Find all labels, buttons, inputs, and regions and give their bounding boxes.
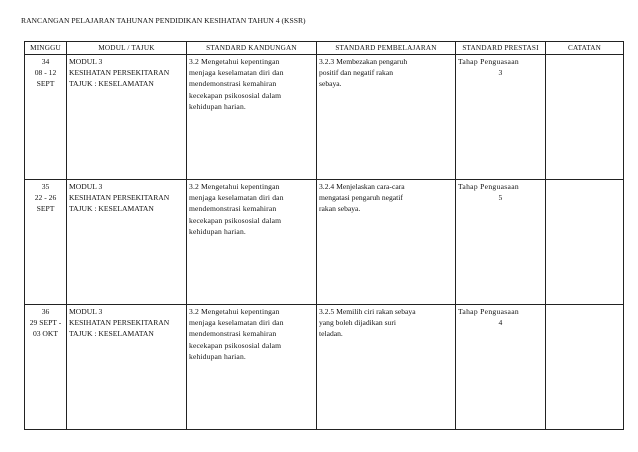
- modul-topic: TAJUK : KESELAMATAN: [69, 204, 154, 214]
- modul-name: MODUL 3: [69, 182, 103, 191]
- header-minggu: MINGGU: [25, 42, 67, 55]
- modul-area: KESIHATAN PERSEKITARAN: [69, 193, 170, 203]
- prestasi-label: Tahap Penguasaan: [458, 57, 519, 66]
- cell-pembelajaran: [317, 305, 456, 430]
- week-dates: 08 - 12: [34, 68, 57, 78]
- cell-prestasi: [456, 180, 546, 305]
- modul-topic: TAJUK : KESELAMATAN: [69, 79, 154, 89]
- modul-name: MODUL 3: [69, 57, 103, 66]
- cell-kandungan: [187, 305, 317, 430]
- cell-modul: [67, 180, 187, 305]
- modul-area: KESIHATAN PERSEKITARAN: [69, 318, 170, 328]
- pembelajaran-line: sebaya.: [319, 79, 342, 89]
- kandungan-line: mendemonstrasi kemahiran: [189, 204, 277, 214]
- header-pembelajaran: STANDARD PEMBELAJARAN: [317, 42, 456, 55]
- modul-topic: TAJUK : KESELAMATAN: [69, 329, 154, 339]
- kandungan-line: 3.2 Mengetahui kepentingan: [189, 57, 280, 66]
- header-row: [25, 42, 624, 55]
- prestasi-level: 5: [498, 193, 503, 203]
- modul-name: MODUL 3: [69, 307, 103, 316]
- week-month: SEPT: [36, 204, 55, 214]
- pembelajaran-line: yang boleh dijadikan suri: [319, 318, 396, 328]
- prestasi-label: Tahap Penguasaan: [458, 182, 519, 191]
- pembelajaran-line: mengatasi pengaruh negatif: [319, 193, 403, 203]
- kandungan-line: menjaga keselamatan diri dan: [189, 318, 284, 328]
- kandungan-line: kecekapan psikososial dalam: [189, 340, 282, 350]
- kandungan-line: kehidupan harian.: [189, 101, 246, 111]
- cell-minggu: [25, 55, 67, 180]
- cell-catatan: [546, 305, 624, 430]
- table-row: [25, 180, 624, 305]
- kandungan-line: 3.2 Mengetahui kepentingan: [189, 182, 280, 191]
- week-dates: 29 SEPT -: [29, 318, 62, 328]
- cell-modul: [67, 55, 187, 180]
- prestasi-label: Tahap Penguasaan: [458, 307, 519, 316]
- header-prestasi: STANDARD PRESTASI: [456, 42, 546, 55]
- kandungan-line: kehidupan harian.: [189, 351, 246, 361]
- week-month: SEPT: [36, 79, 55, 89]
- header-kandungan: STANDARD KANDUNGAN: [187, 42, 317, 55]
- cell-kandungan: [187, 55, 317, 180]
- kandungan-line: mendemonstrasi kemahiran: [189, 79, 277, 89]
- pembelajaran-line: rakan sebaya.: [319, 204, 361, 214]
- kandungan-line: menjaga keselamatan diri dan: [189, 193, 284, 203]
- pembelajaran-line: 3.2.5 Memilih ciri rakan sebaya: [319, 307, 416, 316]
- cell-kandungan: [187, 180, 317, 305]
- table-row: [25, 305, 624, 430]
- cell-prestasi: [456, 305, 546, 430]
- pembelajaran-line: 3.2.3 Membezakan pengaruh: [319, 57, 408, 66]
- pembelajaran-line: positif dan negatif rakan: [319, 68, 394, 78]
- header-modul: MODUL / TAJUK: [67, 42, 187, 55]
- pembelajaran-line: teladan.: [319, 329, 343, 339]
- kandungan-line: kehidupan harian.: [189, 226, 246, 236]
- pembelajaran-line: 3.2.4 Menjelaskan cara-cara: [319, 182, 405, 191]
- lesson-plan-table: [24, 41, 624, 430]
- cell-prestasi: [456, 55, 546, 180]
- week-number: 34: [41, 57, 50, 66]
- week-month: 03 OKT: [32, 329, 59, 339]
- header-catatan: CATATAN: [546, 42, 624, 55]
- document-title: RANCANGAN PELAJARAN TAHUNAN PENDIDIKAN KESIHATAN TAHUN 4 (KSSR): [21, 16, 306, 25]
- kandungan-line: kecekapan psikososial dalam: [189, 215, 282, 225]
- week-dates: 22 - 26: [34, 193, 57, 203]
- week-number: 35: [41, 182, 50, 191]
- cell-pembelajaran: [317, 55, 456, 180]
- table-row: [25, 55, 624, 180]
- prestasi-level: 3: [498, 68, 503, 78]
- cell-modul: [67, 305, 187, 430]
- cell-pembelajaran: [317, 180, 456, 305]
- modul-area: KESIHATAN PERSEKITARAN: [69, 68, 170, 78]
- prestasi-level: 4: [498, 318, 503, 328]
- kandungan-line: mendemonstrasi kemahiran: [189, 329, 277, 339]
- kandungan-line: kecekapan psikososial dalam: [189, 90, 282, 100]
- week-number: 36: [41, 307, 50, 316]
- cell-minggu: [25, 305, 67, 430]
- cell-catatan: [546, 180, 624, 305]
- kandungan-line: menjaga keselamatan diri dan: [189, 68, 284, 78]
- kandungan-line: 3.2 Mengetahui kepentingan: [189, 307, 280, 316]
- cell-catatan: [546, 55, 624, 180]
- cell-minggu: [25, 180, 67, 305]
